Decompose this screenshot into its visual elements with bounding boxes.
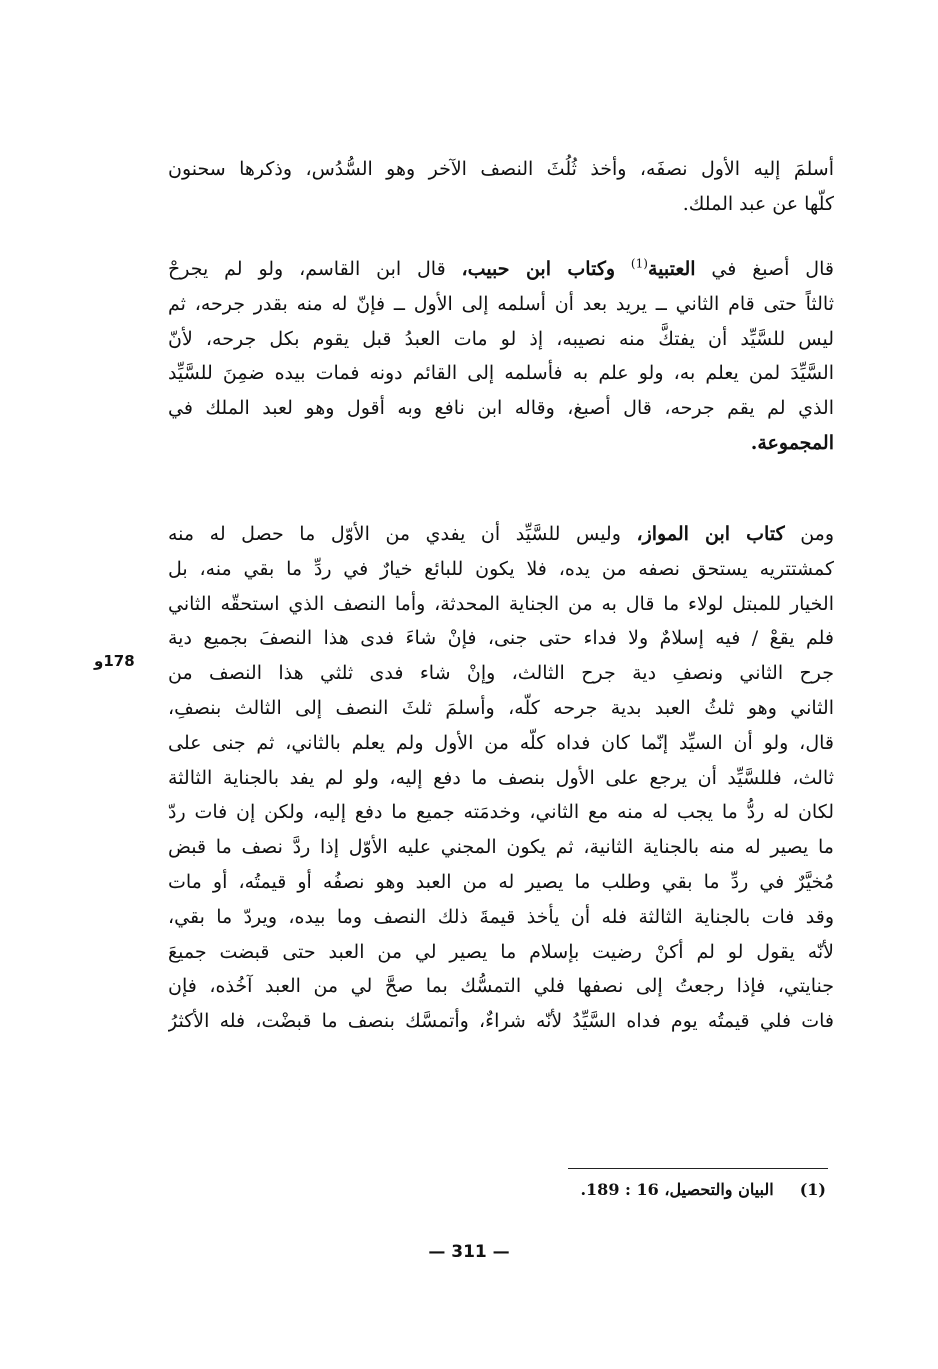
folio-margin-note: 178و xyxy=(94,652,135,670)
paragraph-line: جنايتي، فإذا رجعتُ إلى نصفها فلي التمسُّك بما صحَّ لي من العبد آخُذه، فإن xyxy=(168,975,834,998)
paragraph-line xyxy=(168,252,834,287)
paragraph-line: السَّيِّدَ لمن يعلم به، ولو علم به فأسلمه إلى القائم دونه فمات بيده ضمِنَ للسَّيِّد xyxy=(168,362,834,385)
paragraph-line: كمشتتريه يستحق نصفه من يده، فلا يكون للبائع خيارٌ في ردِّ ما بقي منه، بل xyxy=(168,557,834,580)
paragraph-line: كلّها عن عبد الملك. xyxy=(682,192,834,215)
paragraph-line: لكان له ردُّ ما يجب له منه مع الثاني، وخدمَته جميع ما دفع إليه، ولكن إن فات ردّ xyxy=(168,801,834,824)
paragraph-line: قال، ولو أن السيِّد إنّما كان فداه كلّه من الأول ولم يعلم بالثاني، ثم جنى على xyxy=(168,731,834,754)
text-run: ومن xyxy=(800,523,834,545)
paragraph-line: وقد فات بالجناية الثالثة فله أن يأخذ قيمةَ ذلك النصف وما بيده، ويردّ ما بقي، xyxy=(168,905,834,928)
book-title-utbiyya: العتبية xyxy=(647,258,696,280)
paragraph-line xyxy=(168,517,834,552)
paragraph-line: مُخيَّرٌ في ردِّ ما بقي وطلب ما يصير له من العبد وهو نصفُه أو قيمتُه، أو مات xyxy=(168,870,834,893)
footnote-divider xyxy=(568,1168,828,1169)
book-title-ibn-mawwaz: كتاب ابن المواز، xyxy=(636,523,785,545)
paragraph-3 xyxy=(168,517,834,1039)
book-title-majmua: المجموعة. xyxy=(750,431,834,454)
paragraph-1 xyxy=(168,152,834,222)
footnote-mark[interactable]: (1) xyxy=(630,256,648,271)
footnote xyxy=(580,1180,826,1199)
paragraph-line: ثالث، فللسَّيِّد أن يرجع على الأول بنصف ما دفع إليه، ولو لم يفد بالجناية الثالثة xyxy=(168,766,834,789)
text-run: قال أصبغ في xyxy=(711,258,834,280)
paragraph-line: الخيار للمبتل لولاء ما قال به من الجناية المحدثة، وأما النصف الذي استحقّه الثاني xyxy=(168,592,834,615)
paragraph-line: جرح الثاني ونصفِ دية جرح الثالث، وإنْ شاء فدى ثلثي هذا النصف من xyxy=(168,662,834,685)
paragraph-line: فلم يقعْ / فيه إسلامٌ ولا فداء حتى جنى، فإنْ شاءَ فدى هذا النصفَ بجميع دية xyxy=(168,627,834,650)
paragraph-line: ثالثاً حتى قام الثاني ــ يريد بعد أن أسلمه إلى الأول ــ فإنّ له منه بقدر جرحه، ثم xyxy=(168,292,834,315)
paragraph-2 xyxy=(168,252,834,461)
paragraph-line: الذي لم يقم جرحه، قال أصبغ، وقاله ابن نافع وبه أقول وهو لعبد الملك في xyxy=(168,397,834,420)
footnote-number: (1) xyxy=(799,1180,826,1199)
paragraph-line: الثاني وهو ثلثُ العبد بدية جرحه كلّه، وأسلمَ ثلثَ النصف إلى الثالث بنصفِ، xyxy=(168,696,834,719)
text-run: وليس للسَّيِّد أن يفدي من الأوّل ما حصل له منه xyxy=(168,523,621,545)
paragraph-line: أسلمَ إليه الأول نصفَه، وأخذ ثُلُثَ النصف الآخر وهو السُّدُس، وذكرها سحنون xyxy=(168,158,834,180)
book-title-ibn-habib: وكتاب ابن حبيب، xyxy=(461,258,616,280)
footnote-text: البيان والتحصيل، 16 : 189. xyxy=(580,1180,774,1199)
paragraph-line: فات فلي قيمتُه يوم فداه السَّيِّدُ لأنّه شراءٌ، وأتمسَّك بنصف ما قبضْت، فله الأكثرُ xyxy=(168,1010,834,1033)
paragraph-line: ليس للسَّيِّد أن يفتكَّ منه نصيبه، إذ لو مات العبدُ قبل يقوم بكل جرحه، لأنّ xyxy=(168,327,834,350)
page-number: — 311 — xyxy=(428,1242,510,1262)
paragraph-line: ما يصير له منه بالجناية الثانية، ثم يكون المجني عليه الأوّل إذا ردَّ نصف ما قبض xyxy=(168,836,834,859)
text-run: قال ابن القاسم، ولو لم يجرحْ xyxy=(168,258,446,280)
paragraph-line: لأنّه يقول لو لم أكنْ رضيت بإسلام ما يصير لي من العبد حتى قبضت جميعَ xyxy=(168,940,834,963)
